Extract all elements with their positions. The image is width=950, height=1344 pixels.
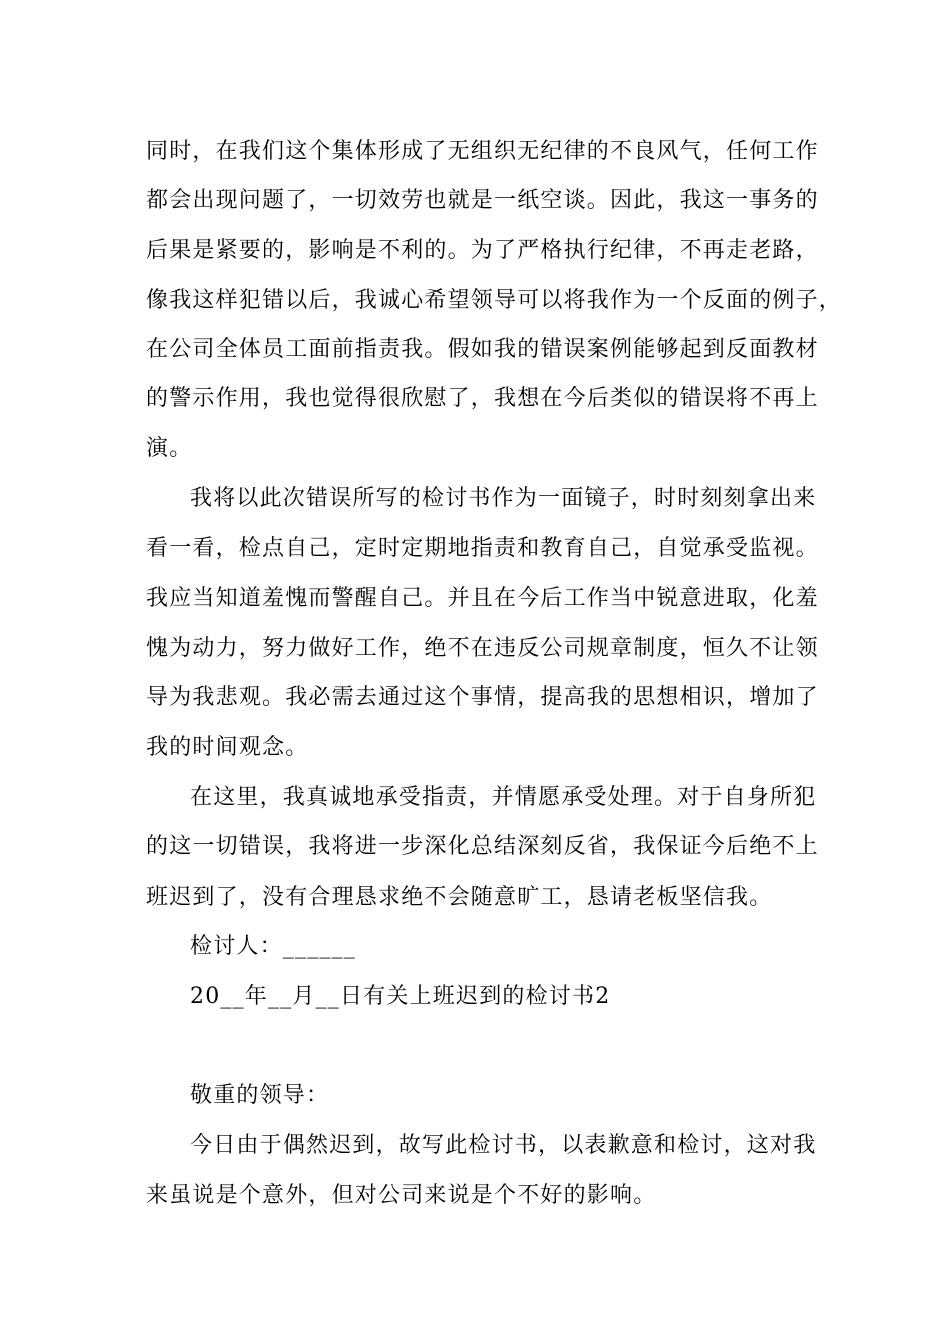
section-title: 20__年__月__日有关上班迟到的检讨书2 — [190, 984, 611, 1009]
paragraph-line: 演。 — [146, 436, 193, 461]
paragraph-line: 后果是紧要的，影响是不利的。为了严格执行纪律，不再走老路， — [146, 238, 819, 263]
paragraph-line: 像我这样犯错以后，我诚心希望领导可以将我作为一个反面的例子， — [146, 288, 843, 313]
paragraph-line: 同时，在我们这个集体形成了无组织无纪律的不良风气，任何工作 — [146, 139, 819, 164]
paragraph-line: 今日由于偶然迟到，故写此检讨书，以表歉意和检讨，这对我 — [190, 1133, 817, 1158]
paragraph-line: 愧为动力，努力做好工作，绝不在违反公司规章制度，恒久不让领 — [146, 636, 819, 661]
paragraph-line: 的这一切错误，我将进一步深化总结深刻反省，我保证今后绝不上 — [146, 834, 819, 859]
paragraph-line: 在这里，我真诚地承受指责，并情愿承受处理。对于自身所犯 — [190, 785, 817, 810]
paragraph-line: 来虽说是个意外，但对公司来说是个不好的影响。 — [146, 1183, 657, 1208]
paragraph-line: 我应当知道羞愧而警醒自己。并且在今后工作当中锐意进取，化羞 — [146, 586, 819, 611]
paragraph-line: 都会出现问题了，一切效劳也就是一纸空谈。因此，我这一事务的 — [146, 188, 819, 213]
paragraph-line: 导为我悲观。我必需去通过这个事情，提高我的思想相识，增加了 — [146, 685, 819, 710]
signature-line: 检讨人：______ — [190, 934, 357, 959]
salutation: 敬重的领导： — [190, 1083, 330, 1108]
paragraph-line: 的警示作用，我也觉得很欣慰了，我想在今后类似的错误将不再上 — [146, 386, 819, 411]
paragraph-line: 看一看，检点自己，定时定期地指责和教育自己，自觉承受监视。 — [146, 536, 819, 561]
paragraph-line: 我将以此次错误所写的检讨书作为一面镜子，时时刻刻拿出来 — [190, 486, 817, 511]
paragraph-line: 班迟到了，没有合理恳求绝不会随意旷工，恳请老板坚信我。 — [146, 885, 773, 910]
paragraph-line: 在公司全体员工面前指责我。假如我的错误案例能够起到反面教材 — [146, 337, 819, 362]
paragraph-line: 我的时间观念。 — [146, 735, 309, 760]
